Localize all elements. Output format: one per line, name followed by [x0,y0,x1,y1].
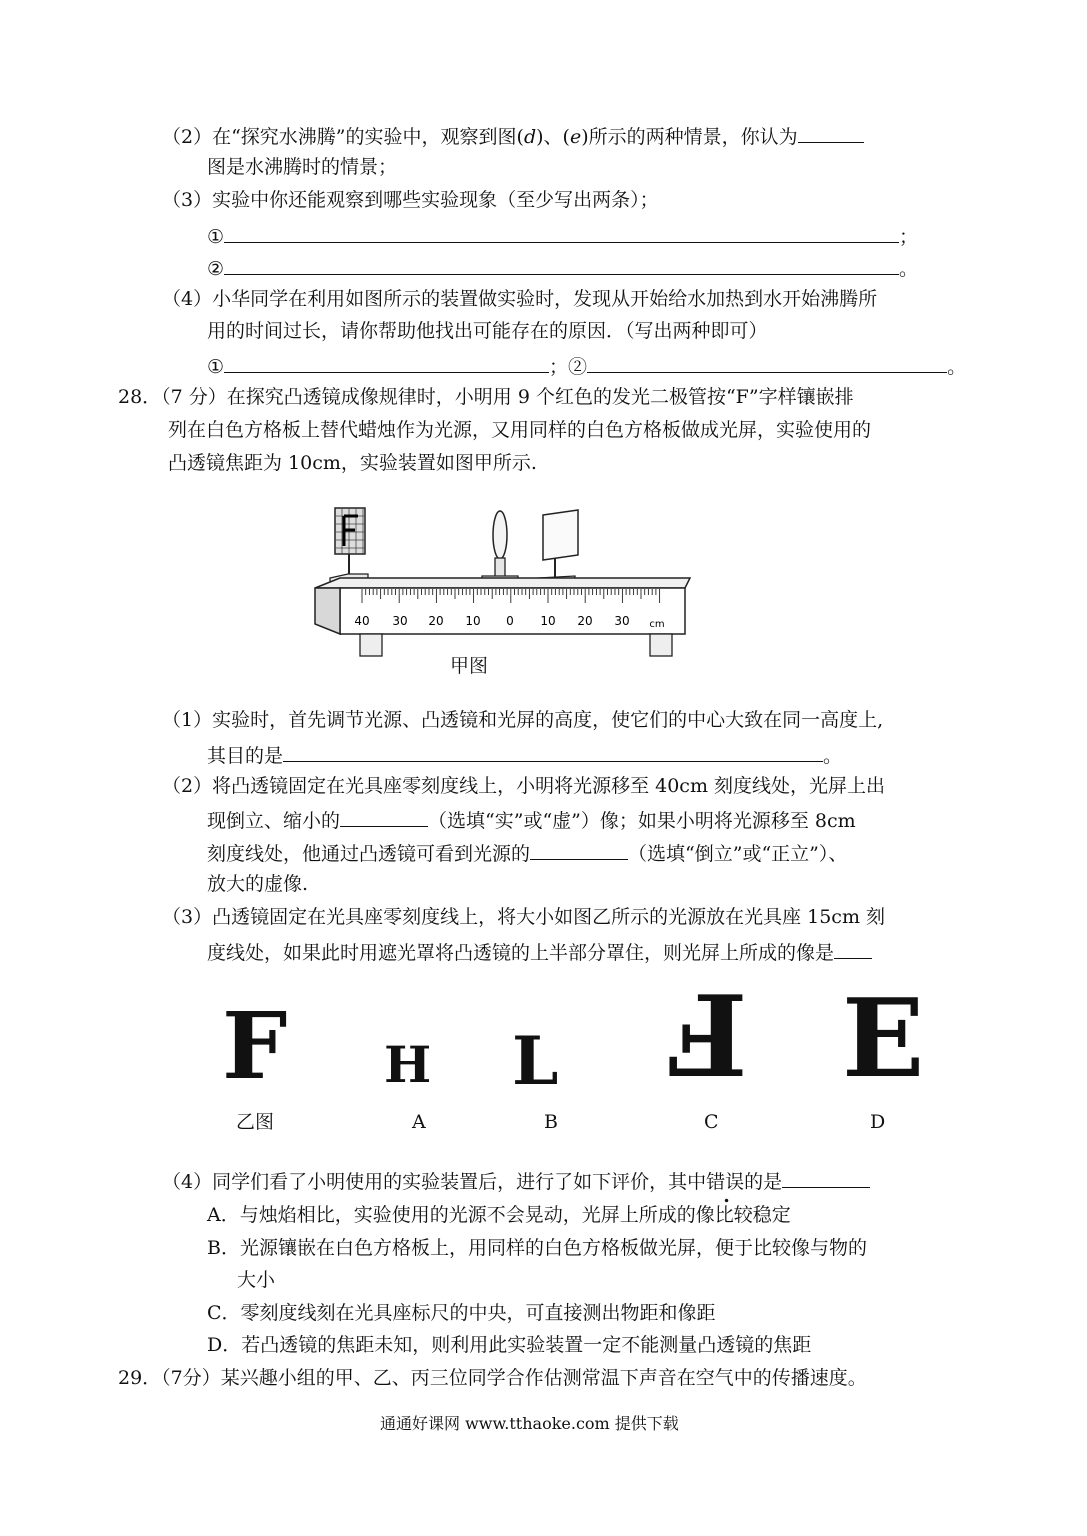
q28-part1-line1: （1）实验时，首先调节光源、凸透镜和光屏的高度，使它们的中心大致在同一高度上, [162,709,884,731]
q27-part2-fig-e: e [569,126,582,148]
q27-part3-end-a: ； [899,226,919,248]
q28-option-d: D．若凸透镜的焦距未知，则利用此实验装置一定不能测量凸透镜的焦距 [207,1334,812,1356]
q28-part2-line2 [207,804,856,835]
q27-part3-line-b [207,252,918,283]
ruler-label-10b: 10 [540,614,556,628]
q28-part1-blank[interactable] [283,739,823,762]
q28-part2-text-d: （选填“倒立”或“正立”）、 [628,843,848,865]
q27-part4-line1: （4）小华同学在利用如图所示的装置做实验时，发现从开始给水加热到水开始沸腾所 [162,288,878,310]
q28-part4-emphasis-text: 错误 [706,1171,745,1193]
q28-part4-blank[interactable] [782,1165,870,1188]
ruler-label-30b: 30 [614,614,630,628]
q27-part2-text-a: （2）在“探究水沸腾”的实验中，观察到图( [162,126,524,148]
q28-part4-text-b: 的是 [744,1171,783,1193]
q27-part3-blank-a[interactable] [224,220,899,243]
q27-part3-marker-b: ② [207,258,225,280]
label-yi-figure: 乙图 [236,1111,275,1133]
ruler-label-unit: cm [649,619,665,630]
q28-part2-text-a: 现倒立、缩小的 [207,810,341,832]
led-source-board [335,508,365,580]
q27-part3-blank-b[interactable] [224,252,899,275]
q28-part4-text-a: （4）同学们看了小明使用的实验装置后，进行了如下评价，其中 [162,1171,707,1193]
q28-part2-blank-real-virtual[interactable] [340,804,428,827]
label-option-b: B [544,1111,558,1133]
q27-part4-end: 。 [947,356,967,378]
q27-part2-fig-d: d [523,126,537,148]
ruler-label-0: 0 [506,614,514,628]
q27-part3-line-a [207,220,918,251]
q27-part4-marker-a: ① [207,356,225,378]
q28-part3-text: 度线处，如果此时用遮光罩将凸透镜的上半部分罩住，则光屏上所成的像是 [207,942,835,964]
glyph-yi-source: F [222,992,288,1100]
q27-part4-separator: ；② [549,356,588,378]
page-footer: 通通好课网 www.tthaoke.com 提供下载 [380,1414,679,1433]
q27-part4-blank-b[interactable] [587,350,947,373]
optical-bench-figure [300,500,700,665]
glyph-option-b: L [512,1022,559,1100]
light-screen [543,510,578,580]
q27-part2-line2: 图是水沸腾时的情景； [207,156,398,178]
q27-part3-marker-a: ① [207,226,225,248]
q28-part1-prompt: 其目的是 [207,745,284,767]
bench-foot-right [650,634,672,656]
ruler-label-20b: 20 [577,614,593,628]
convex-lens [493,511,507,578]
q28-stem-line3: 凸透镜焦距为 10cm，实验装置如图甲所示. [168,452,537,474]
q28-part1-line2 [207,739,842,770]
q29-stem-line1: 29．（7分）某兴趣小组的甲、乙、丙三位同学合作估测常温下声音在空气中的传播速度。 [118,1367,867,1389]
q28-stem-line2: 列在白色方格板上替代蜡烛作为光源，又用同样的白色方格板做成光屏，实验使用的 [168,419,872,441]
q28-part4-line1 [162,1165,870,1196]
ruler-label-20: 20 [428,614,444,628]
figure-jia-caption: 甲图 [450,655,489,677]
q27-part3-end-b: 。 [899,258,919,280]
q27-part2-answer-blank[interactable] [798,120,864,143]
ruler-label-10: 10 [465,614,481,628]
q28-option-a: A．与烛焰相比，实验使用的光源不会晃动，光屏上所成的像比较稳定 [207,1204,791,1226]
label-option-a: A [412,1111,426,1133]
q28-stem-line1: 28．（7 分）在探究凸透镜成像规律时，小明用 9 个红色的发光二极管按“F”字样镶嵌排 [118,386,854,408]
glyph-option-a: H [384,1035,432,1094]
q28-part3-blank[interactable] [834,936,872,959]
q27-part4-blank-a[interactable] [224,350,549,373]
label-option-c: C [704,1111,719,1133]
q28-part2-line4: 放大的虚像. [207,873,309,895]
label-option-d: D [870,1111,886,1133]
bench-foot-left [360,634,382,656]
q28-part1-end: 。 [823,745,843,767]
glyph-option-d: E [842,976,925,1102]
q28-part3-line1: （3）凸透镜固定在光具座零刻度线上，将大小如图乙所示的光源放在光具座 15cm 刻 [162,906,886,928]
ruler-label-40: 40 [354,614,370,628]
q27-part4-line2: 用的时间过长，请你帮助他找出可能存在的原因．（写出两种即可） [207,320,768,342]
q28-part2-line1: （2）将凸透镜固定在光具座零刻度线上，小明将光源移至 40cm 刻度线处，光屏上出 [162,775,886,797]
q27-part2-text-c: )所示的两种情景，你认为 [581,126,798,148]
ruler-label-30: 30 [392,614,408,628]
q28-option-b-line1: B．光源镶嵌在白色方格板上，用同样的白色方格板做光屏，便于比较像与物的 [207,1237,867,1259]
ruler-tick-labels [354,614,664,630]
q28-part2-line3 [207,837,847,868]
q27-part3-line1: （3）实验中你还能观察到哪些实验现象（至少写出两条）； [162,189,659,211]
q28-part4-emphasis [706,1171,744,1193]
q28-part2-text-c: 刻度线处，他通过凸透镜可看到光源的 [207,843,531,865]
q28-option-c: C．零刻度线刻在光具座标尺的中央，可直接测出物距和像距 [207,1302,716,1324]
q28-part3-line2 [207,936,872,967]
q27-part4-line3 [207,350,966,381]
q27-part2-line1 [162,120,864,151]
q28-part2-text-b: （选填“实”或“虚”）像；如果小明将光源移至 8cm [428,810,856,832]
q28-part2-blank-orientation[interactable] [530,837,628,860]
glyph-option-c: Ⅎ [668,972,748,1103]
q27-part2-text-b: )、( [536,126,570,148]
q28-option-b-line2: 大小 [237,1269,276,1291]
